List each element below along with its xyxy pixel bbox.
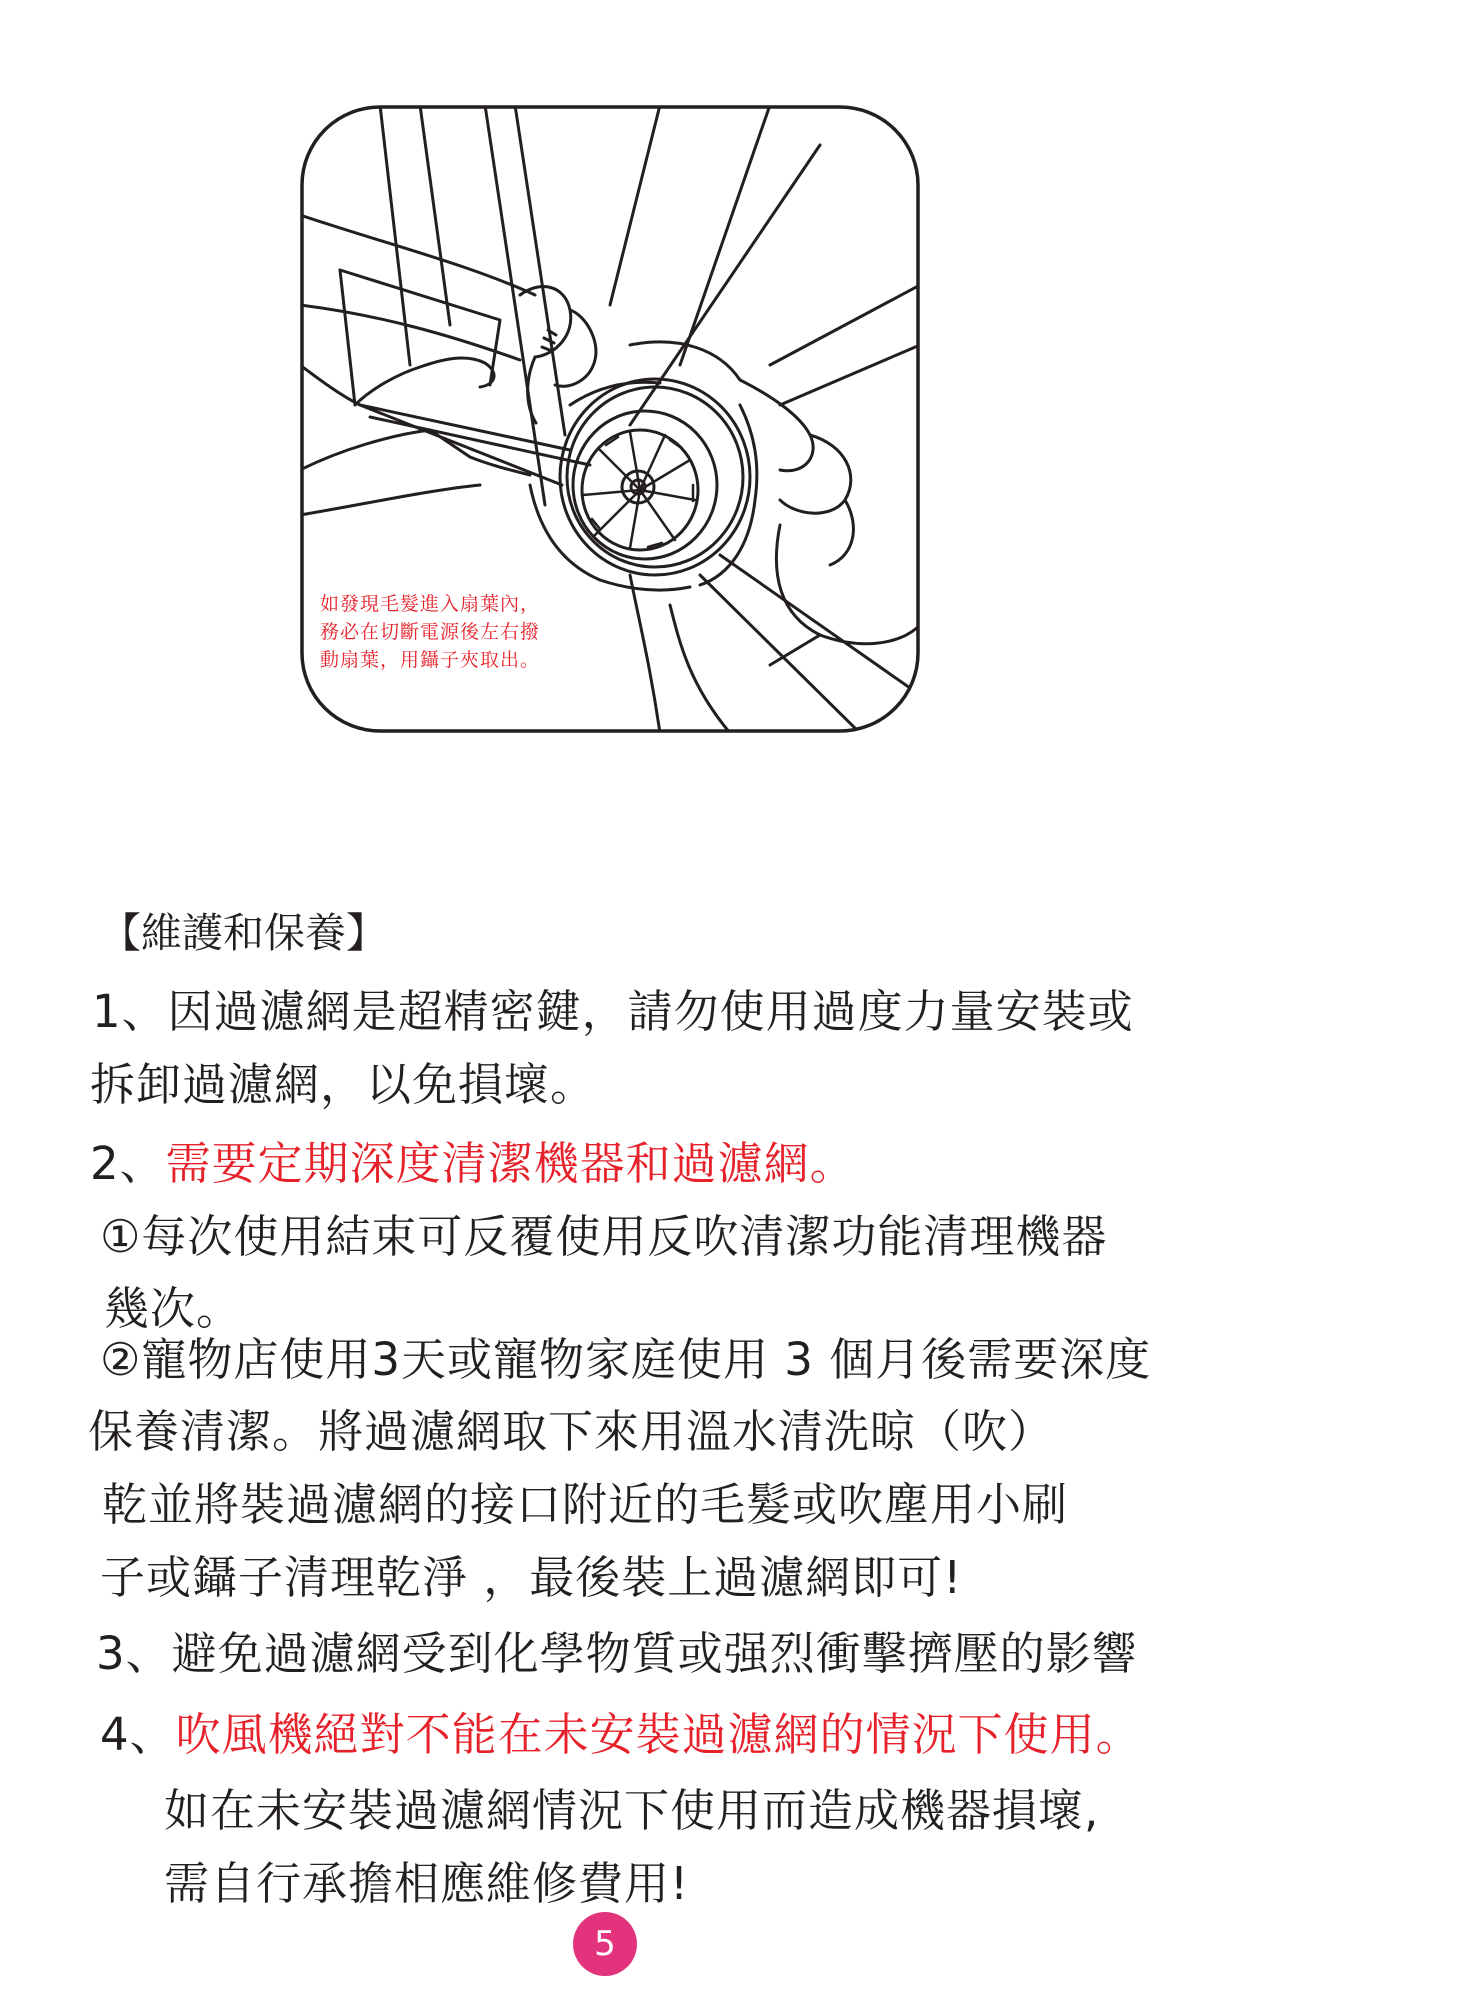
- page-number: 5: [594, 1924, 616, 1964]
- item-2-text: 需要定期深度清潔機器和過濾網。: [165, 1137, 856, 1190]
- caption-line-3: 動扇葉，用鑷子夾取出。: [320, 649, 541, 671]
- item-4-text: 吹風機絕對不能在未安裝過濾網的情況下使用。: [175, 1708, 1142, 1761]
- item-1-line-2: 拆卸過濾網，以免損壞。: [90, 1058, 597, 1111]
- maintenance-heading: 【維護和保養】: [100, 909, 387, 957]
- caption-line-1: 如發現毛髮進入扇葉內，: [320, 593, 541, 615]
- item-2: [90, 1137, 856, 1191]
- subitem-1-line-1: ①每次使用結束可反覆使用反吹清潔功能清理機器: [100, 1210, 1108, 1263]
- subitem-2-line-1: ②寵物店使用3天或寵物家庭使用 3 個月後需要深度: [100, 1333, 1152, 1386]
- subitem-1-line-2: 幾次。: [104, 1282, 243, 1335]
- subitem-2-line-2: 保養清潔。將過濾網取下來用溫水清洗晾（吹）: [88, 1405, 1055, 1458]
- item-1-line-1: 1、因過濾網是超精密鍵，請勿使用過度力量安裝或: [92, 985, 1134, 1038]
- subitem-2-line-3: 乾並將裝過濾網的接口附近的毛髮或吹塵用小刷: [102, 1478, 1069, 1531]
- hair-removal-caption: [320, 590, 600, 674]
- subitem-2-line-4: 子或鑷子清理乾淨 ，最後裝上過濾網即可!: [100, 1551, 963, 1604]
- item-4-number: 4、: [100, 1708, 176, 1761]
- item-3: 3、避免過濾網受到化學物質或强烈衝擊擠壓的影響: [96, 1627, 1138, 1680]
- item-4-line-2: 如在未安裝過濾網情況下使用而造成機器損壞,: [164, 1784, 1100, 1837]
- item-4-line-3: 需自行承擔相應維修費用!: [164, 1857, 690, 1910]
- caption-line-2: 務必在切斷電源後左右撥: [320, 621, 541, 643]
- page-number-badge: [573, 1912, 637, 1976]
- item-4: [100, 1708, 1142, 1762]
- item-2-number: 2、: [90, 1137, 166, 1190]
